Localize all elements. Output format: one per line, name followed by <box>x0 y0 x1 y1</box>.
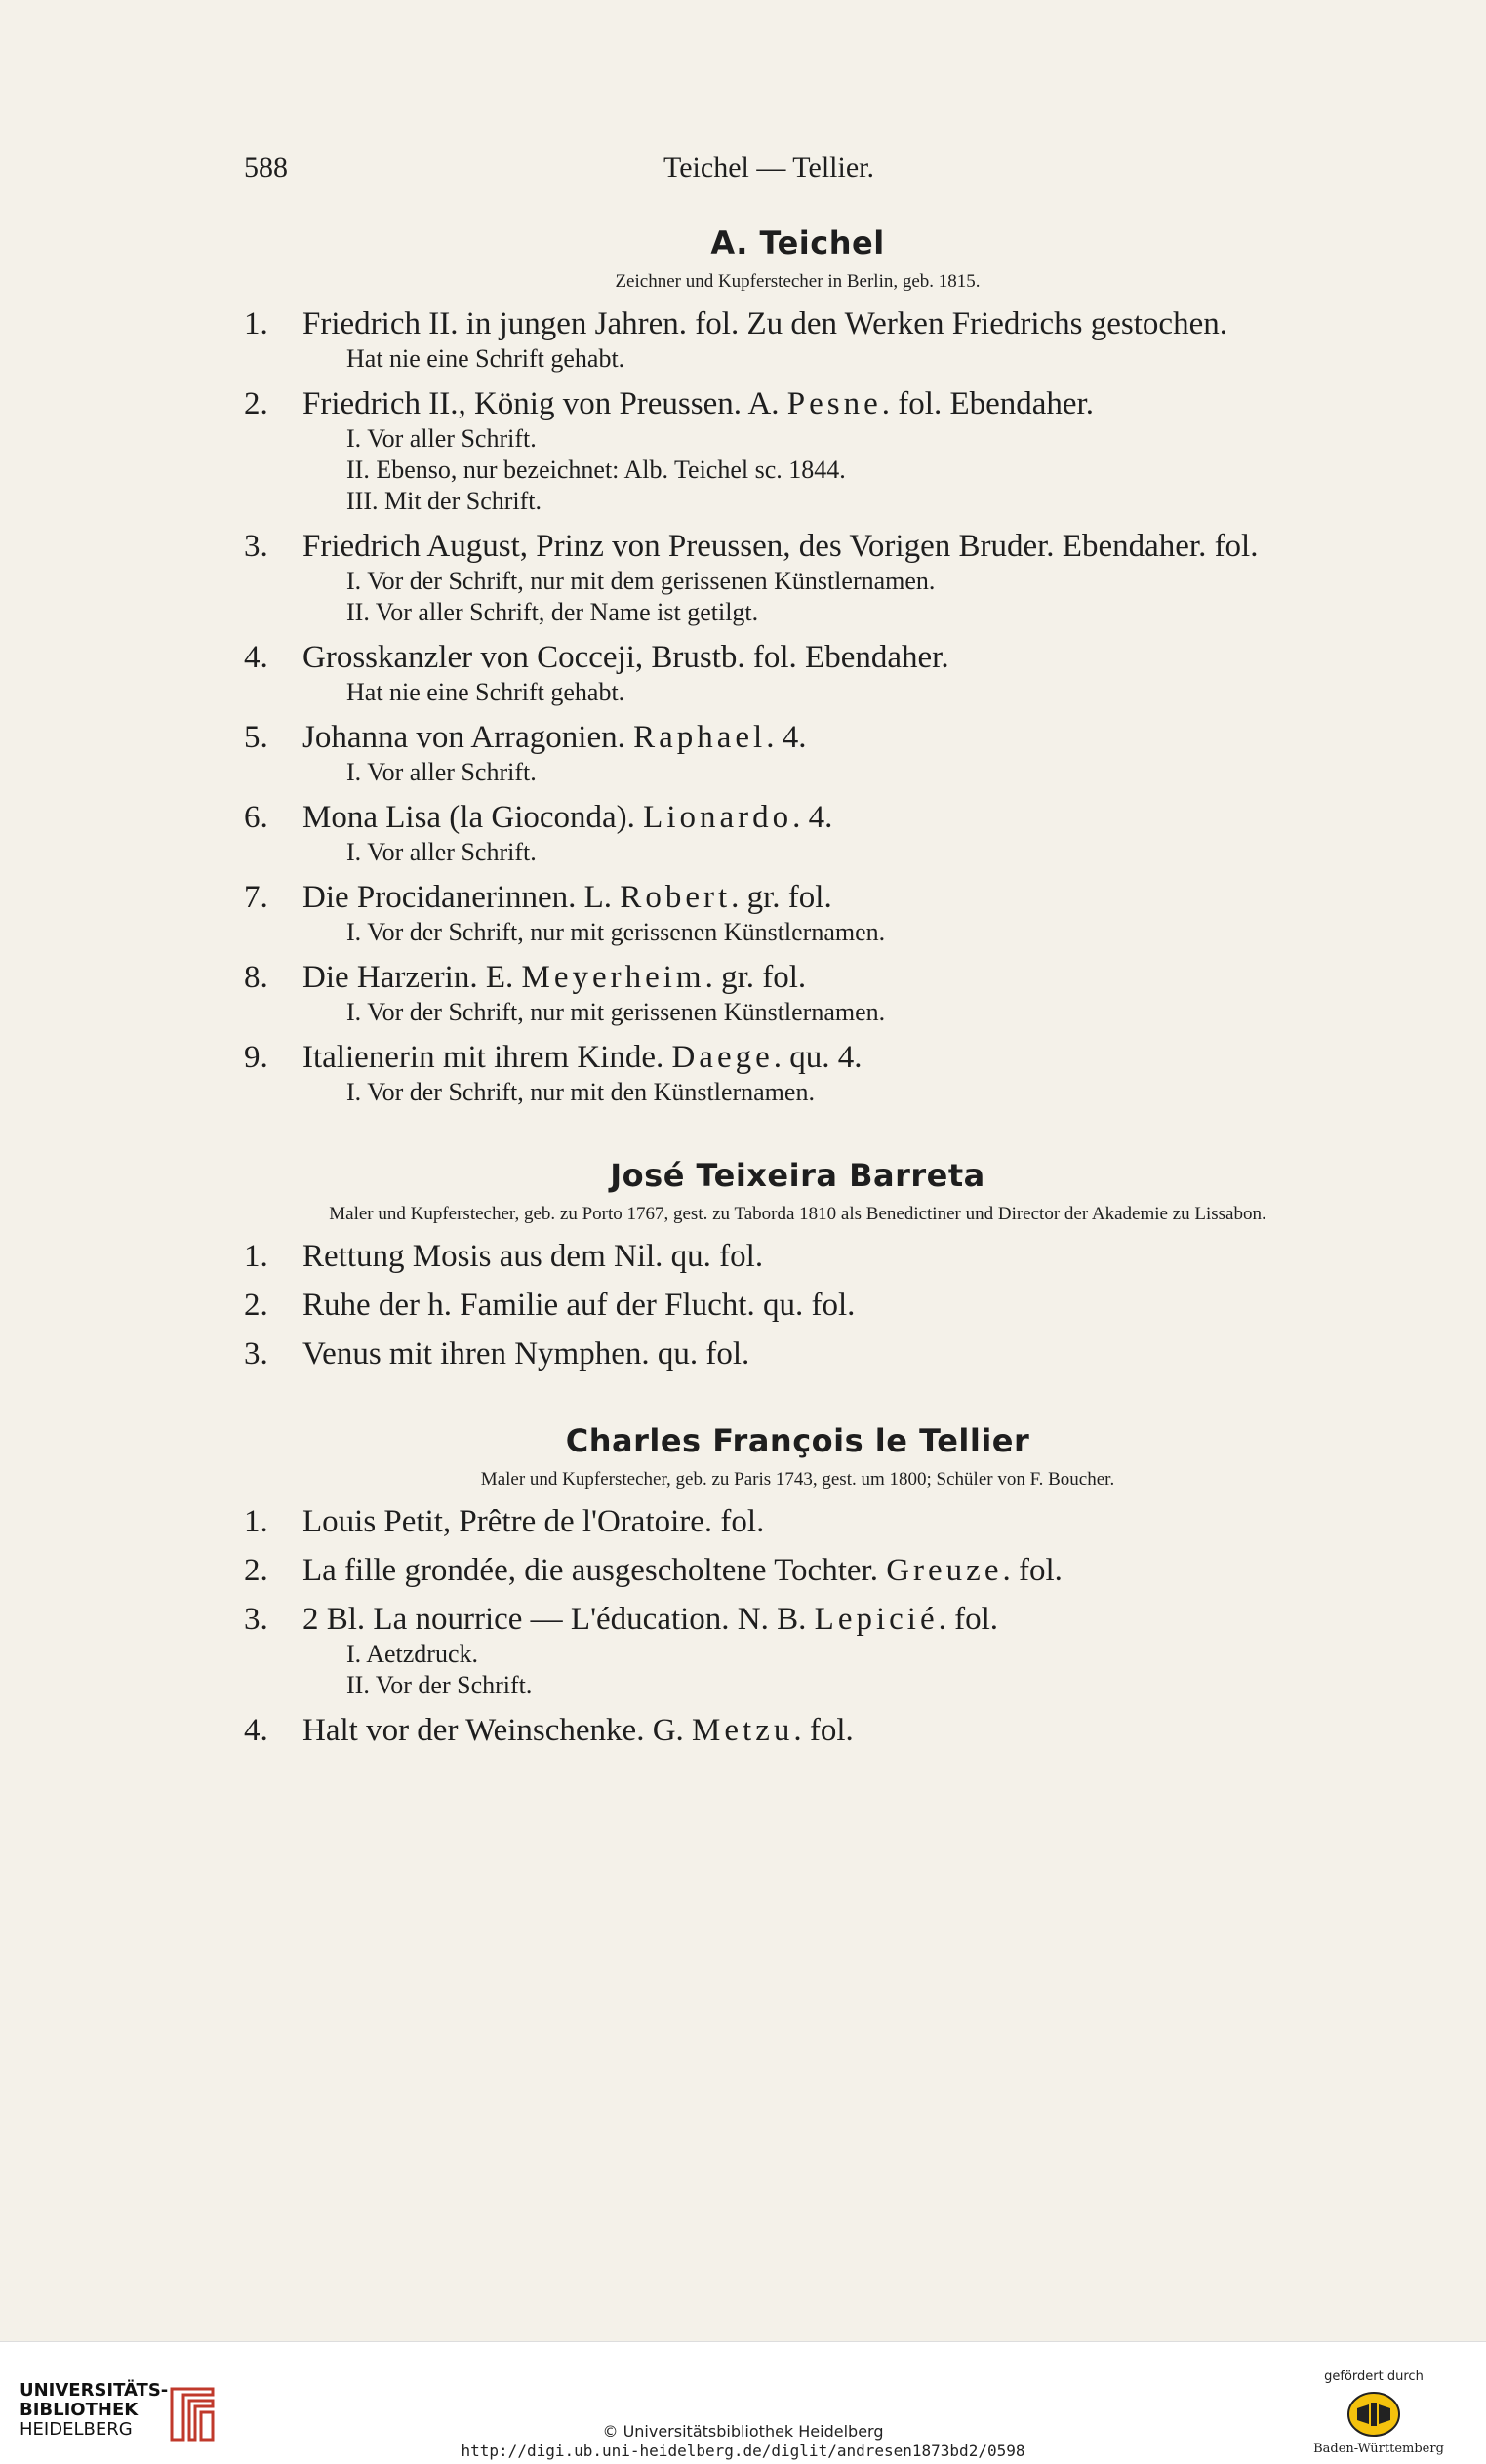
catalogue-entries <box>244 304 1351 1108</box>
page-number: 588 <box>244 151 288 183</box>
entry-number: 3. <box>244 1602 268 1637</box>
entry-number: 4. <box>244 1713 268 1748</box>
entry-state-note: III. Mit der Schrift. <box>346 487 542 515</box>
entry-state-note: I. Aetzdruck. <box>346 1640 479 1668</box>
entry-number: 2. <box>244 1553 268 1588</box>
entry-number: 1. <box>244 306 268 341</box>
catalogue-entry <box>244 1551 1351 1590</box>
entry-number: 9. <box>244 1040 268 1075</box>
entry-state-note: II. Vor aller Schrift, der Name ist getilgt. <box>346 598 759 626</box>
artist-biography: Zeichner und Kupferstecher in Berlin, geb. 1815. <box>615 271 981 292</box>
entry-title: La fille grondée, die ausgescholtene Tochter. Greuze. fol. <box>302 1553 1063 1588</box>
entry-title: Friedrich August, Prinz von Preussen, des Vorigen Bruder. Ebendaher. fol. <box>302 529 1259 564</box>
viewer-footer <box>0 2341 1486 2464</box>
entry-title: Italienerin mit ihrem Kinde. Daege. qu. 4. <box>302 1040 863 1075</box>
entry-title: Grosskanzler von Cocceji, Brustb. fol. Ebendaher. <box>302 640 949 675</box>
page-content <box>244 224 1351 1750</box>
entry-title: Rettung Mosis aus dem Nil. qu. fol. <box>302 1239 764 1274</box>
entry-state-note: I. Vor der Schrift, nur mit den Künstlernamen. <box>346 1078 815 1106</box>
artist-section <box>244 224 1351 1108</box>
catalogue-entry <box>244 1711 1351 1750</box>
entry-state-note: I. Vor aller Schrift. <box>346 758 537 786</box>
catalogue-entry <box>244 638 1351 708</box>
entry-number: 2. <box>244 386 268 421</box>
entry-state-note: Hat nie eine Schrift gehabt. <box>346 344 625 373</box>
library-name-line2: BIBLIOTHEK <box>20 2400 139 2420</box>
page-header <box>244 151 1346 200</box>
artist-name-heading: José Teixeira Barreta <box>610 1157 985 1194</box>
artist-name-heading: A. Teichel <box>710 224 885 261</box>
library-name-line3: HEIDELBERG <box>20 2419 133 2440</box>
catalogue-entries <box>244 1237 1351 1373</box>
catalogue-entry <box>244 1038 1351 1108</box>
catalogue-entry <box>244 1502 1351 1541</box>
funded-by-label: gefördert durch <box>1324 2369 1424 2384</box>
catalogue-entry <box>244 1600 1351 1701</box>
entry-number: 6. <box>244 800 268 835</box>
entry-state-note: I. Vor aller Schrift. <box>346 838 537 866</box>
catalogue-entry <box>244 527 1351 628</box>
entry-title: Friedrich II. in jungen Jahren. fol. Zu den Werken Friedrichs gestochen. <box>302 306 1227 341</box>
state-name: Baden-Württemberg <box>1313 2442 1444 2456</box>
entry-state-note: Hat nie eine Schrift gehabt. <box>346 678 625 706</box>
catalogue-entry <box>244 384 1351 517</box>
permalink-url[interactable]: http://digi.ub.uni-heidelberg.de/diglit/andresen1873bd2/0598 <box>461 2442 1025 2460</box>
artist-biography: Maler und Kupferstecher, geb. zu Paris 1743, gest. um 1800; Schüler von F. Boucher. <box>480 1469 1115 1490</box>
entry-number: 7. <box>244 880 268 915</box>
entry-state-note: I. Vor aller Schrift. <box>346 424 537 453</box>
entry-title: Johanna von Arragonien. Raphael. 4. <box>302 720 807 755</box>
entry-state-note: I. Vor der Schrift, nur mit gerissenen Künstlernamen. <box>346 998 886 1026</box>
entry-title: Louis Petit, Prêtre de l'Oratoire. fol. <box>302 1504 765 1539</box>
catalogue-entry <box>244 304 1351 375</box>
entry-state-note: I. Vor der Schrift, nur mit dem gerissenen Künstlernamen. <box>346 567 936 595</box>
entry-number: 1. <box>244 1239 268 1274</box>
library-name-line1: UNIVERSITÄTS- <box>20 2380 169 2401</box>
copyright-notice: © Universitätsbibliothek Heidelberg <box>602 2422 884 2441</box>
artist-section <box>244 1422 1351 1750</box>
entry-number: 5. <box>244 720 268 755</box>
entry-number: 3. <box>244 529 268 564</box>
entry-number: 1. <box>244 1504 268 1539</box>
entry-number: 8. <box>244 960 268 995</box>
catalogue-entry <box>244 798 1351 868</box>
catalogue-entry <box>244 958 1351 1028</box>
entry-title: Mona Lisa (la Gioconda). Lionardo. 4. <box>302 800 833 835</box>
entry-title: 2 Bl. La nourrice — L'éducation. N. B. Lepicié. fol. <box>302 1602 999 1637</box>
entry-state-note: II. Vor der Schrift. <box>346 1671 533 1699</box>
catalogue-entry <box>244 878 1351 948</box>
entry-number: 2. <box>244 1288 268 1323</box>
running-title: Teichel — Tellier. <box>663 151 875 183</box>
catalogue-entry <box>244 1334 1351 1373</box>
entry-state-note: II. Ebenso, nur bezeichnet: Alb. Teichel sc. 1844. <box>346 456 846 484</box>
catalogue-entry <box>244 1237 1351 1276</box>
state-crest-icon <box>1340 2389 1408 2440</box>
entry-number: 4. <box>244 640 268 675</box>
entry-title: Die Harzerin. E. Meyerheim. gr. fol. <box>302 960 807 995</box>
entry-state-note: I. Vor der Schrift, nur mit gerissenen Künstlernamen. <box>346 918 886 946</box>
catalogue-entries <box>244 1502 1351 1750</box>
entry-title: Venus mit ihren Nymphen. qu. fol. <box>302 1336 750 1371</box>
entry-title: Ruhe der h. Familie auf der Flucht. qu. fol. <box>302 1288 856 1323</box>
entry-number: 3. <box>244 1336 268 1371</box>
artist-name-heading: Charles François le Tellier <box>565 1422 1030 1459</box>
entry-title: Die Procidanerinnen. L. Robert. gr. fol. <box>302 880 832 915</box>
entry-title: Halt vor der Weinschenke. G. Metzu. fol. <box>302 1713 854 1748</box>
catalogue-entry <box>244 1286 1351 1325</box>
catalogue-entry <box>244 718 1351 788</box>
entry-title: Friedrich II., König von Preussen. A. Pesne. fol. Ebendaher. <box>302 386 1094 421</box>
artist-section <box>244 1157 1351 1373</box>
artist-biography: Maler und Kupferstecher, geb. zu Porto 1767, gest. zu Taborda 1810 als Benedictiner und Director der Akademie zu Lissabon. <box>329 1204 1266 1224</box>
